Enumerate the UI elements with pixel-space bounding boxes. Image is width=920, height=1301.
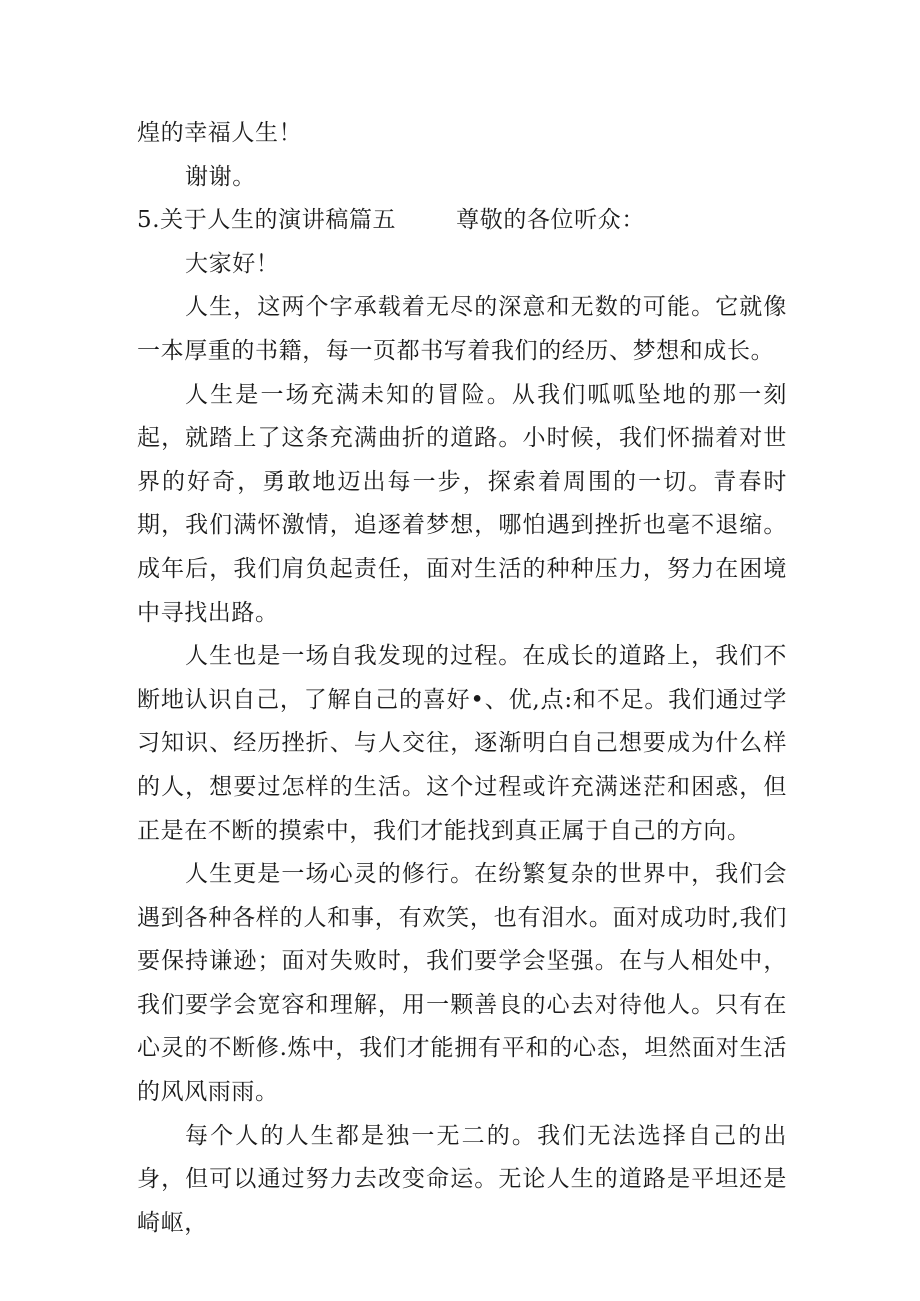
paragraph-adventure: 人生是一场充满未知的冒险。从我们呱呱坠地的那一刻起，就踏上了这条充满曲折的道路。小时候，我们怀揣着对世界的好奇，勇敢地迈出每一步，探索着周围的一切。青春时期，我们满怀激情，追逐着梦想，哪怕遇到挫折也毫不退缩。成年后，我们肩负起责任，面对生活的种种压力，努力在困境中寻找出路。 [137,381,787,626]
paragraph-intro: 人生，这两个字承载着无尽的深意和无数的可能。它就像一本厚重的书籍，每一页都书写着我们的经历、梦想和成长。 [137,294,787,364]
salutation: 尊敬的各位听众： [456,207,645,234]
greeting: 大家好！ [185,250,280,277]
section-number: 5 [137,207,153,234]
document-body [137,112,787,1245]
paragraph-unique-life: 每个人的人生都是独一无二的。我们无法选择自己的出身，但可以通过努力去改变命运。无论人生的道路是平坦还是崎岖， [137,1122,787,1236]
section-heading [137,199,787,243]
paragraph-spiritual-practice: 人生更是一场心灵的修行。在纷繁复杂的世界中，我们会遇到各种各样的人和事，有欢笑，也有泪水。面对成功时,我们要保持谦逊；面对失败时，我们要学会坚强。在与人相处中，我们要学会宽容和理解，用一颗善良的心去对待他人。只有在心灵的不断修.炼中，我们才能拥有平和的心态，坦然面对生活的风风雨雨。 [137,861,787,1106]
paragraph-continued-ending: 煌的幸福人生！ [137,120,303,146]
paragraph-thanks: 谢谢。 [185,163,256,190]
section-title: .关于人生的演讲稿篇五 [152,207,397,234]
paragraph-self-discovery: 人生也是一场自我发现的过程。在成长的道路上，我们不断地认识自己，了解自己的喜好•、优,点:和不足。我们通过学习知识、经历挫折、与人交往，逐渐明白自己想要成为什么样的人，想要过怎样的生活。这个过程或许充满迷茫和困惑，但正是在不断的摸索中，我们才能找到真正属于自己的方向。 [137,643,787,844]
